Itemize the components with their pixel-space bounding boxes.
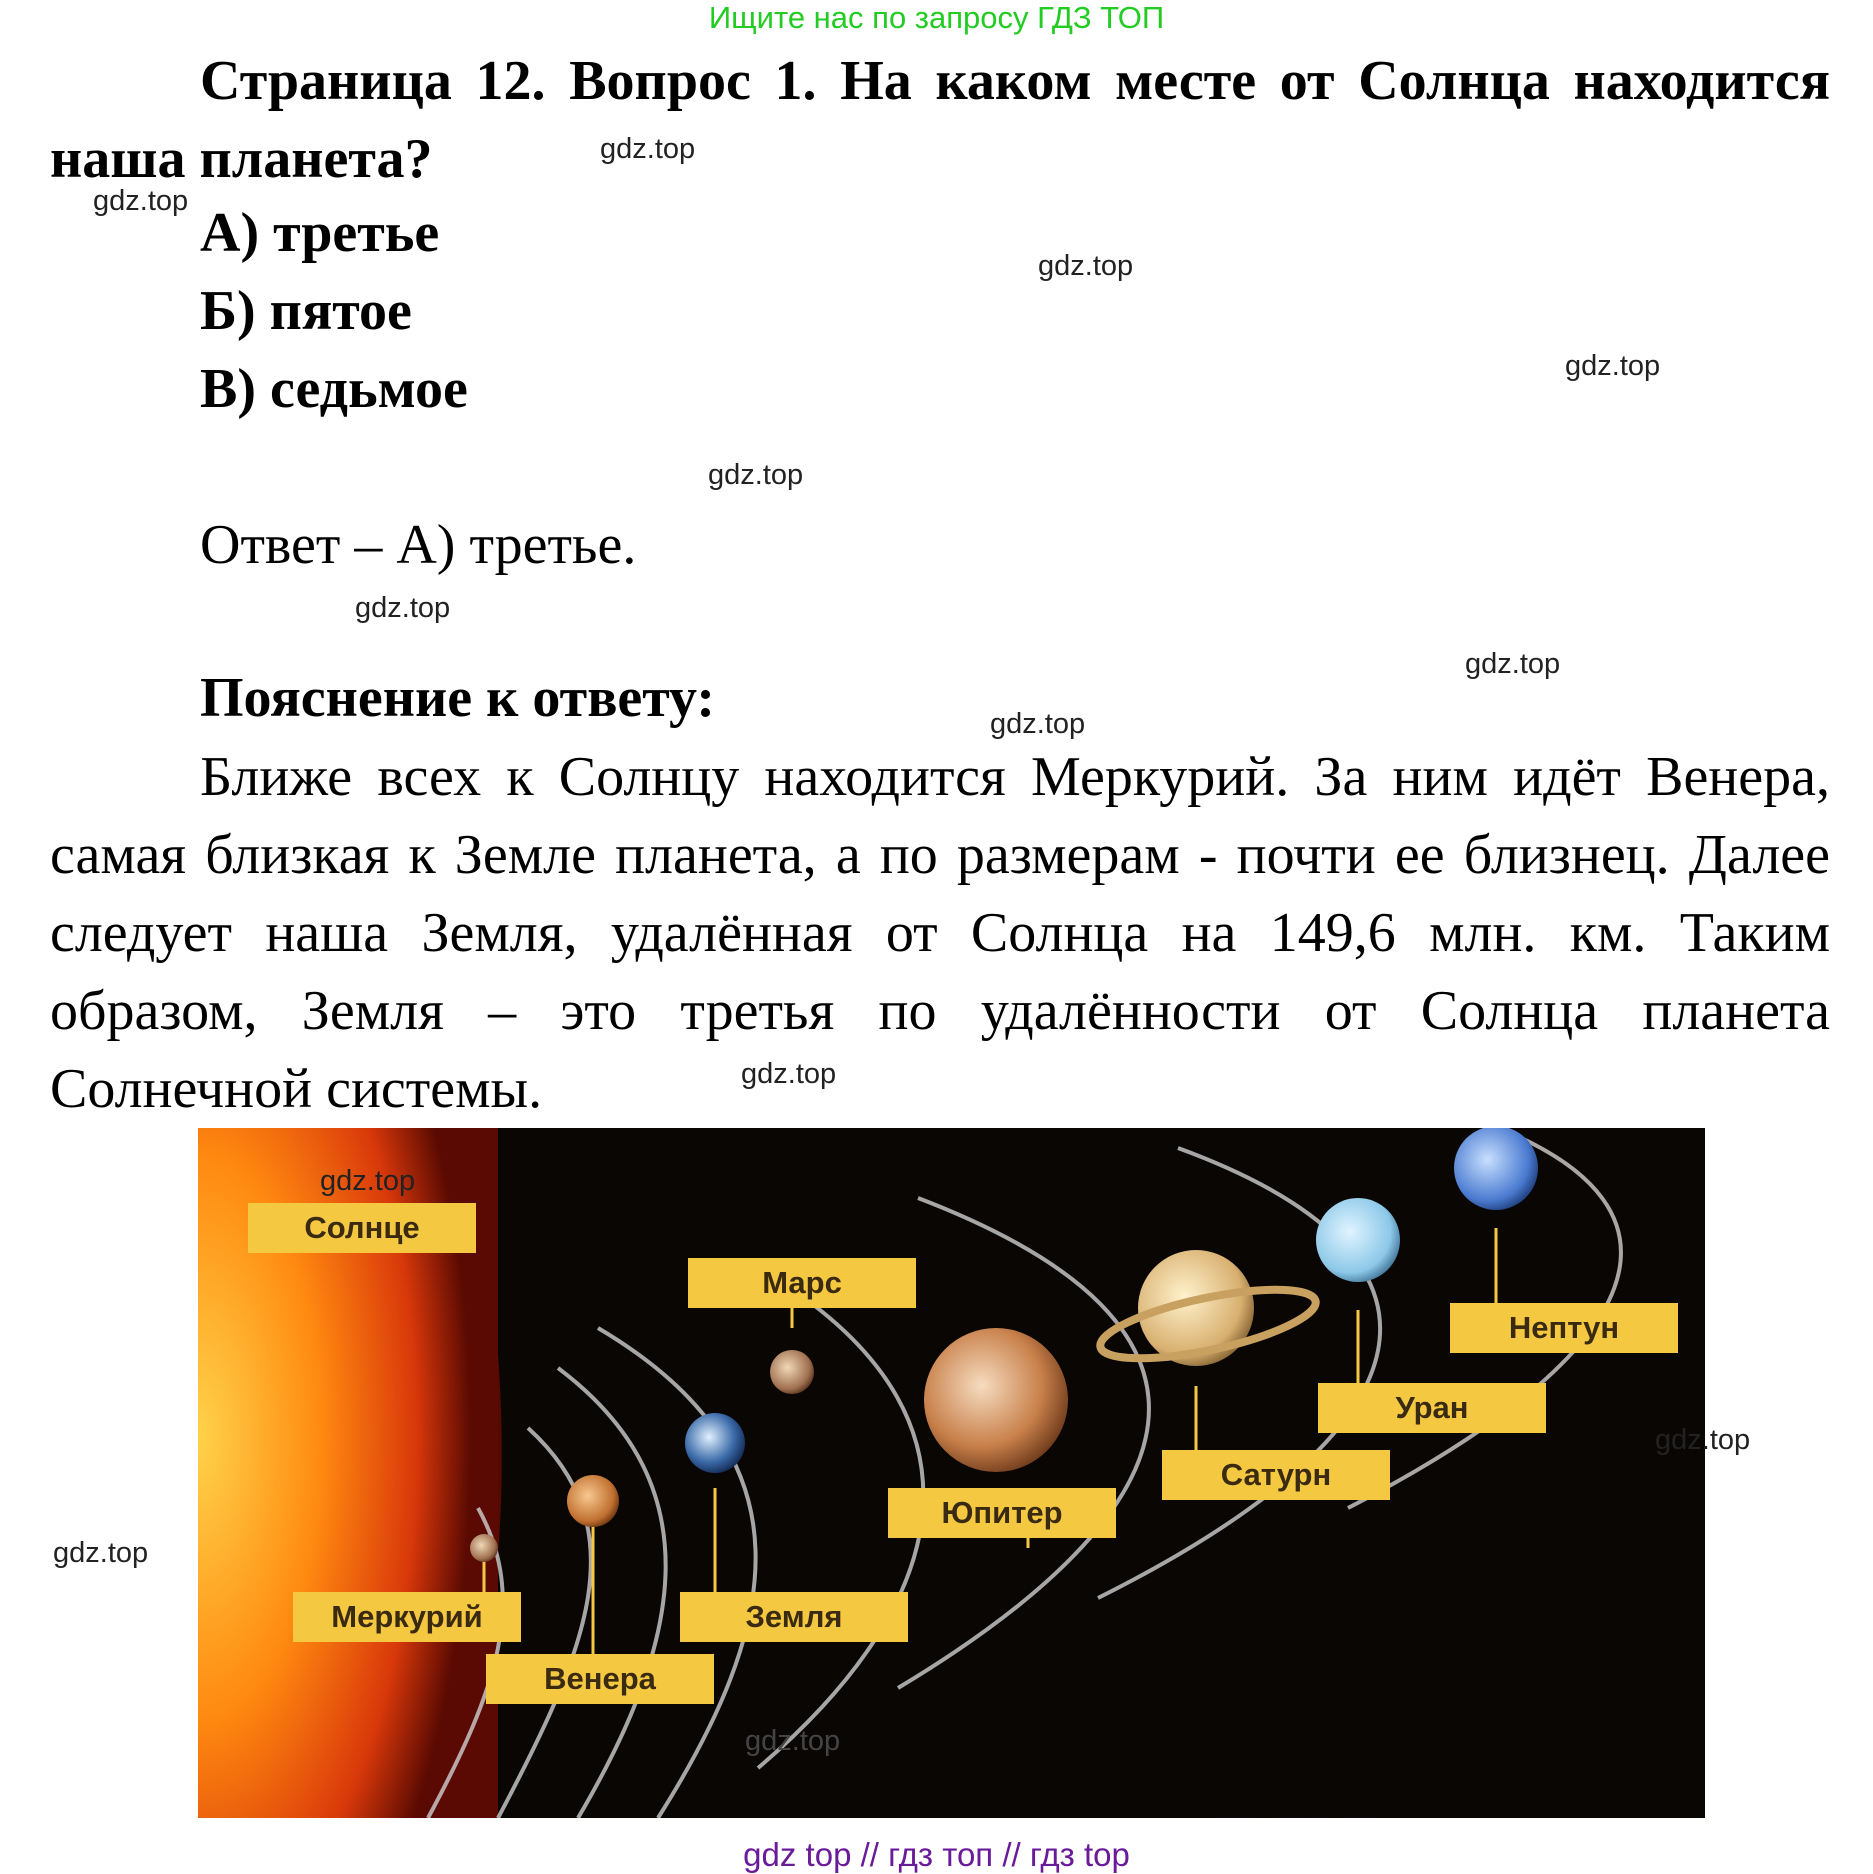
watermark: gdz.top [708, 459, 804, 491]
label-neptune-text: Нептун [1508, 1310, 1620, 1345]
label-jupiter [888, 1488, 1116, 1538]
mars-planet [770, 1350, 814, 1394]
watermark: gdz.top [1655, 1424, 1751, 1456]
label-venus-text: Венера [544, 1661, 656, 1696]
label-saturn [1162, 1450, 1390, 1500]
label-sun-text: Солнце [304, 1210, 420, 1245]
neptune-planet [1454, 1128, 1538, 1210]
venus-planet [567, 1475, 619, 1527]
explanation-title: Пояснение к ответу: [200, 667, 715, 729]
solar-system-figure [198, 1128, 1705, 1818]
watermark: gdz.top [53, 1537, 149, 1569]
uranus-planet [1316, 1198, 1400, 1282]
label-mercury [293, 1592, 521, 1642]
watermark: gdz.top [93, 185, 189, 217]
watermark: gdz.top [990, 708, 1086, 740]
answer-text: Ответ – А) третье. [200, 514, 637, 576]
label-jupiter-text: Юпитер [941, 1495, 1063, 1530]
watermark: gdz.top [320, 1165, 416, 1197]
footer-links: gdz top // гдз топ // гдз top [743, 1836, 1130, 1873]
option-b: Б) пятое [200, 280, 412, 342]
label-earth [680, 1592, 908, 1642]
watermark: gdz.top [745, 1725, 841, 1757]
label-uranus-text: Уран [1395, 1390, 1469, 1425]
watermark: gdz.top [600, 133, 696, 165]
label-mercury-text: Меркурий [331, 1599, 483, 1634]
watermark: gdz.top [1565, 350, 1661, 382]
watermark: gdz.top [355, 592, 451, 624]
explanation-text: Ближе всех к Солнцу находится Меркурий. За ним идёт Венера, самая близкая к Земле планета, а по размерам - почти ее близнец. Далее следует наша Земля, удалённая от Солнца на 149,6 млн. км. Таким образом, Земля – это третья по удалённости от Солнца планета Солнечной системы. [50, 746, 1830, 1120]
watermark: gdz.top [741, 1058, 837, 1090]
label-mars [688, 1258, 916, 1308]
label-venus [486, 1654, 714, 1704]
jupiter-planet [924, 1328, 1068, 1472]
earth-planet [685, 1413, 745, 1473]
option-c: В) седьмое [200, 358, 468, 420]
question-title: Страница 12. Вопрос 1. На каком месте от Солнца находится наша планета? [50, 50, 1830, 190]
label-sun [248, 1203, 476, 1253]
label-earth-text: Земля [745, 1599, 843, 1634]
watermark: gdz.top [1038, 250, 1134, 282]
label-saturn-text: Сатурн [1220, 1457, 1332, 1492]
top-banner: Ищите нас по запросу ГДЗ ТОП [708, 0, 1165, 35]
label-mars-text: Марс [762, 1265, 842, 1300]
label-neptune [1450, 1303, 1678, 1353]
watermark: gdz.top [1465, 648, 1561, 680]
mercury-planet [470, 1534, 498, 1562]
option-a: А) третье [200, 202, 440, 264]
label-uranus [1318, 1383, 1546, 1433]
